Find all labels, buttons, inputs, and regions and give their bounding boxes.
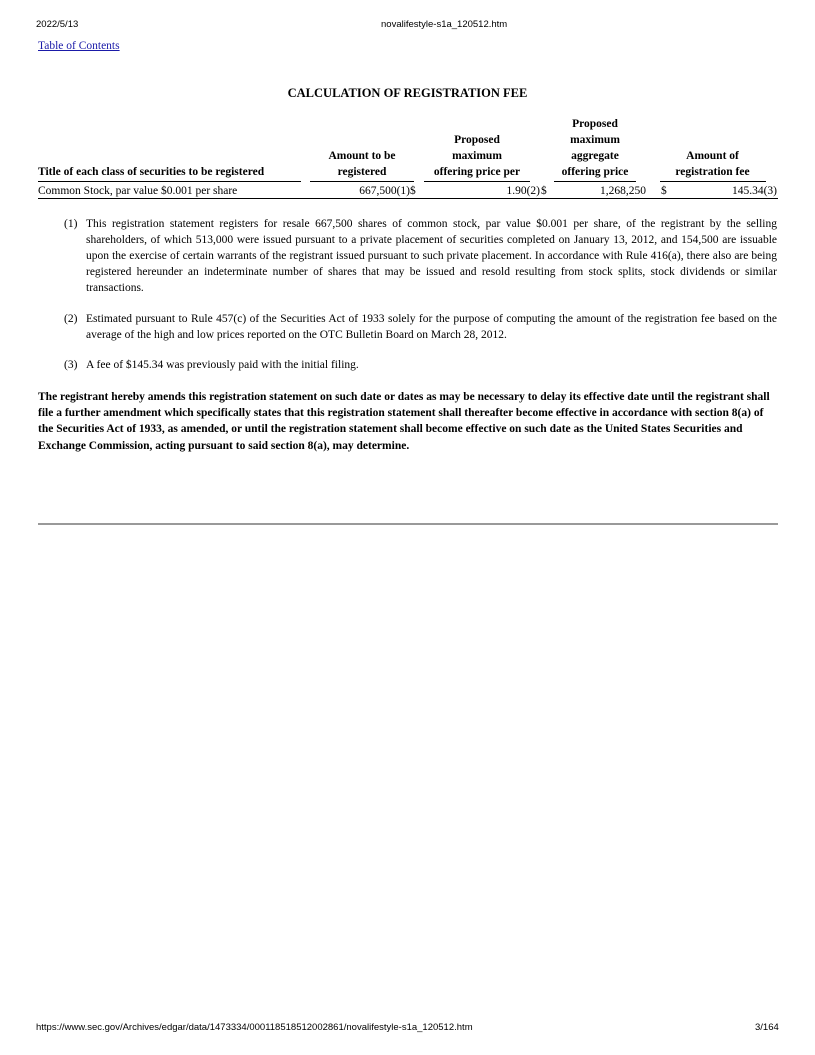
header-underline-offering — [424, 181, 530, 182]
header-underline-fee — [660, 181, 766, 182]
header-underline-amount — [310, 181, 414, 182]
print-date: 2022/5/13 — [36, 19, 79, 30]
header-title-class: Title of each class of securities to be registered — [38, 166, 265, 178]
cell-security: Common Stock, par value $0.001 per share — [38, 185, 238, 197]
print-filename: novalifestyle-s1a_120512.htm — [381, 19, 508, 30]
header-underline-aggregate — [554, 181, 636, 182]
row-underline — [38, 198, 778, 199]
cell-amount: 667,500(1) — [359, 185, 410, 197]
page-title: CALCULATION OF REGISTRATION FEE — [287, 86, 528, 100]
page-number: 3/164 — [755, 1022, 779, 1033]
amendment-statement: The registrant hereby amends this registration statement on such date or dates as may be necessary to delay its effective date until the registrant shall file a further amendment which specifically states that this registration statement shall thereafter become effective in accordance with section 8(a) of the Securities Act of 1933, as amended, or until the registration statement shall become effective on such date as the United States Securities and Exchange Commission, acting pursuant to said section 8(a), may determine. — [38, 391, 770, 452]
cell-dollar-1: $ — [410, 185, 416, 197]
cell-fee: 145.34(3) — [731, 185, 777, 197]
header-underline-title — [38, 181, 301, 182]
print-url: https://www.sec.gov/Archives/edgar/data/1473334/000118518512002861/novalifestyle-s1a_120512.htm — [36, 1022, 473, 1033]
cell-offering-price: 1.90(2) — [506, 185, 540, 197]
divider — [38, 523, 778, 525]
cell-dollar-2: $ — [541, 185, 547, 197]
cell-dollar-3: $ — [661, 185, 667, 197]
table-of-contents-link[interactable]: Table of Contents — [38, 40, 120, 52]
cell-aggregate-price: 1,268,250 — [600, 185, 646, 197]
